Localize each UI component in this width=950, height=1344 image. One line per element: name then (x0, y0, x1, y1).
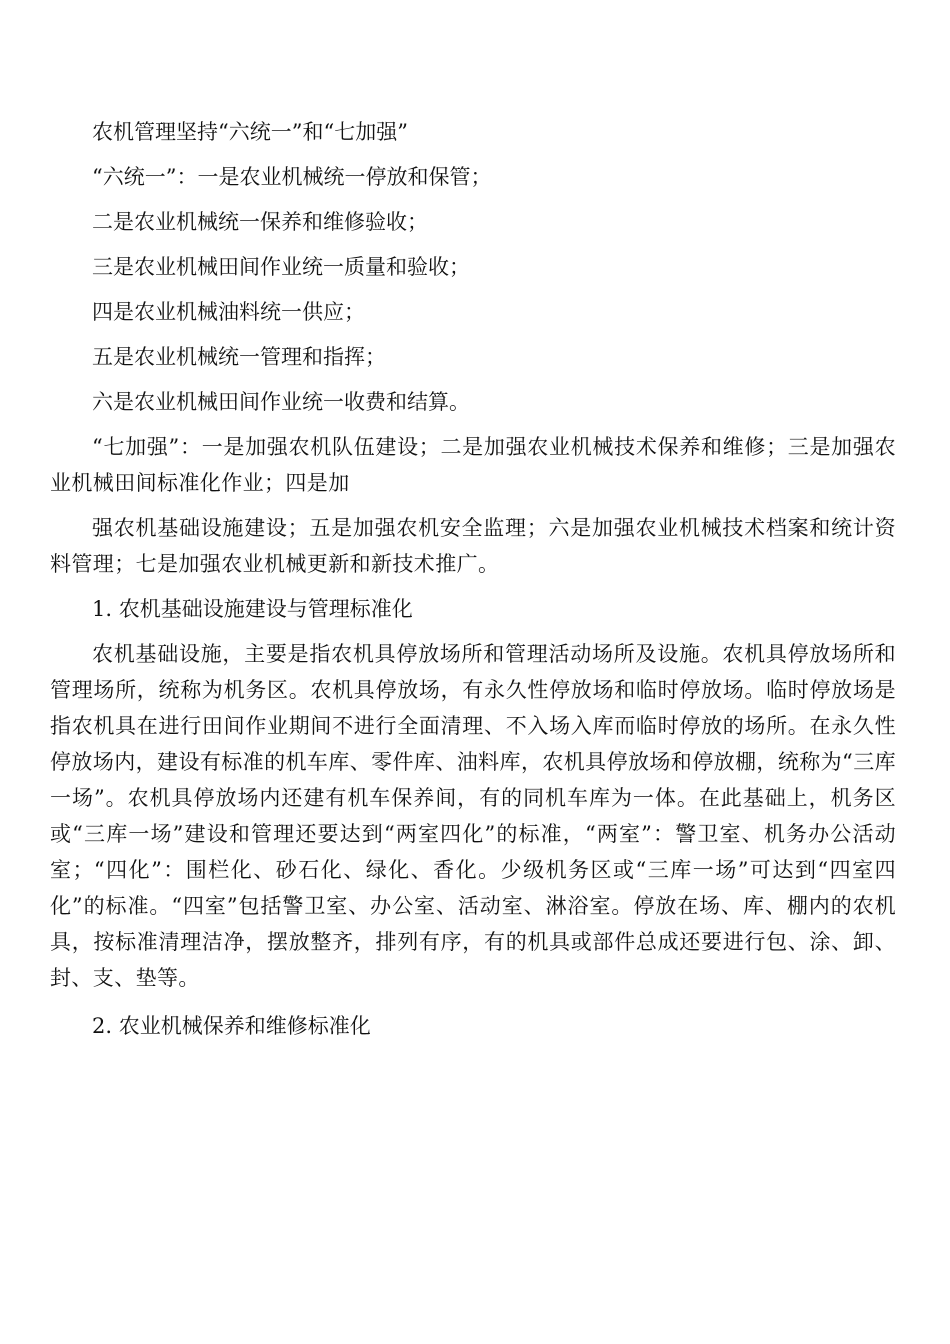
paragraph-six-unify-4: 四是农业机械油料统一供应； (92, 300, 365, 324)
paragraph-six-unify-5: 五是农业机械统一管理和指挥； (92, 345, 386, 369)
section-heading-2: 2. 农业机械保养和维修标准化 (92, 1014, 371, 1038)
paragraph-six-unify-6: 六是农业机械田间作业统一收费和结算。 (92, 390, 470, 414)
paragraph-six-unify-1: “六统一”：一是农业机械统一停放和保管； (92, 165, 492, 189)
paragraph-seven-strengthen-b: 强农机基础设施建设；五是加强农机安全监理；六是加强农业机械技术档案和统计资料管理；七是加强农业机械更新和新技术推广。 (50, 516, 896, 576)
document-body (50, 114, 896, 1044)
paragraph-intro: 农机管理坚持“六统一”和“七加强” (92, 120, 408, 144)
section-heading-1: 1. 农机基础设施建设与管理标准化 (92, 597, 413, 621)
paragraph-six-unify-2: 二是农业机械统一保养和维修验收； (92, 210, 428, 234)
paragraph-infrastructure: 农机基础设施，主要是指农机具停放场所和管理活动场所及设施。农机具停放场所和管理场所，统称为机务区。农机具停放场，有永久性停放场和临时停放场。临时停放场是指农机具在进行田间作业期间不进行全面清理、不入场入库而临时停放的场所。在永久性停放场内，建设有标准的机车库、零件库、油料库，农机具停放场和停放棚，统称为“三库一场”。农机具停放场内还建有机车保养间，有的同机车库为一体。在此基础上，机务区或“三库一场”建设和管理还要达到“两室四化”的标准，“两室”：警卫室、机务办公活动室；“四化”：围栏化、砂石化、绿化、香化。少级机务区或“三库一场”可达到“四室四化”的标准。“四室”包括警卫室、办公室、活动室、淋浴室。停放在场、库、棚内的农机具，按标准清理洁净，摆放整齐，排列有序，有的机具或部件总成还要进行包、涂、卸、封、支、垫等。 (50, 642, 896, 990)
paragraph-six-unify-3: 三是农业机械田间作业统一质量和验收； (92, 255, 470, 279)
paragraph-seven-strengthen-a: “七加强”：一是加强农机队伍建设；二是加强农业机械技术保养和维修；三是加强农业机械田间标准化作业；四是加 (50, 435, 896, 495)
